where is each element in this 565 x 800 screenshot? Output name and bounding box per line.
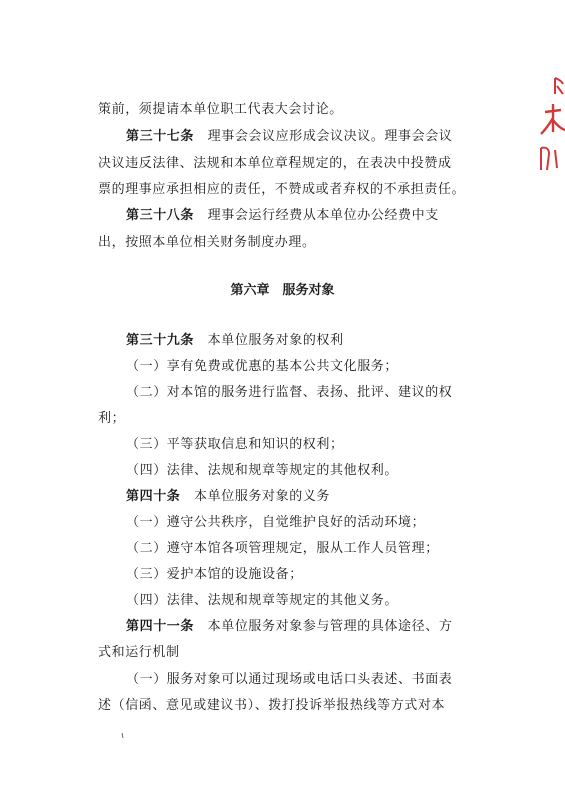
article-number: 第三十九条 — [126, 333, 195, 348]
article-37-heading: 第三十七条 理事会会议应形成会议决议。理事会会议 — [126, 129, 453, 144]
list-item: （二）遵守本馆各项管理规定，服从工作人员管理； — [126, 541, 439, 556]
scan-speck — [121, 733, 124, 738]
article-40-heading: 第四十条 本单位服务对象的义务 — [126, 489, 331, 504]
text-line: 出，按照本单位相关财务制度办理。 — [98, 235, 316, 250]
text-line: 述（信函、意见或建议书）、拨打投诉举报热线等方式对本 — [98, 698, 446, 713]
article-39-heading: 第三十九条 本单位服务对象的权利 — [126, 333, 344, 348]
text-line: 票的理事应承担相应的责任，不赞成或者弃权的不承担责任。 — [98, 182, 466, 197]
list-item: （四）法律、法规和规章等规定的其他权利。 — [126, 463, 399, 478]
text-line: 利； — [98, 411, 126, 426]
list-item: （三）平等获取信息和知识的权利； — [126, 437, 344, 452]
chapter-heading: 第六章 服务对象 — [230, 283, 335, 298]
list-item: （四）法律、法规和规章等规定的其他义务。 — [126, 593, 399, 608]
list-item: （二）对本馆的服务进行监督、表扬、批评、建议的权 — [126, 385, 453, 400]
text-line: 式和运行机制 — [98, 645, 180, 660]
text-line: 决议违反法律、法规和本单位章程规定的，在表决中投赞成 — [98, 156, 452, 171]
list-item: （一）享有免费或优惠的基本公共文化服务； — [126, 359, 399, 374]
list-item: （一）服务对象可以通过现场或电话口头表述、书面表 — [126, 672, 453, 687]
article-41-heading: 第四十一条 本单位服务对象参与管理的具体途径、方 — [126, 619, 453, 634]
article-number: 第四十条 — [126, 489, 181, 504]
seam-stamp-fragment — [535, 70, 565, 180]
list-item: （三）爱护本馆的设施设备； — [126, 567, 303, 582]
article-number: 第三十八条 — [126, 208, 195, 223]
text-line: 策前，须提请本单位职工代表大会讨论。 — [98, 102, 343, 117]
article-number: 第四十一条 — [126, 619, 195, 634]
article-38-heading: 第三十八条 理事会运行经费从本单位办公经费中支 — [126, 208, 439, 223]
article-number: 第三十七条 — [126, 129, 195, 144]
list-item: （一）遵守公共秩序，自觉维护良好的活动环境； — [126, 515, 426, 530]
